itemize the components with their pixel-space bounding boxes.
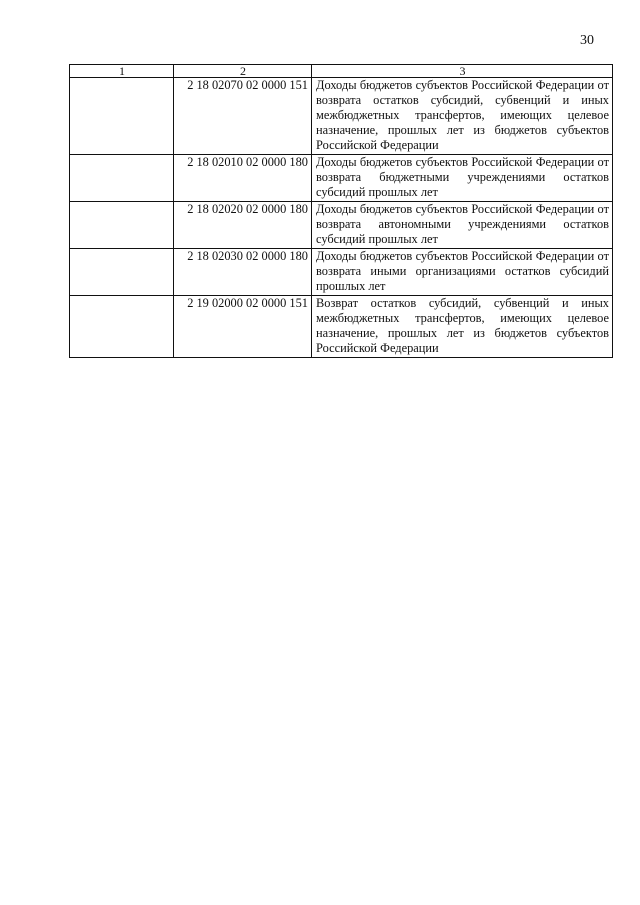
page-number: 30 — [580, 33, 594, 48]
table-header-row — [70, 65, 613, 78]
table-row — [70, 155, 613, 202]
description-cell: Доходы бюджетов субъектов Российской Федерации от возврата иными организациями остатков субсидий прошлых лет — [312, 249, 613, 296]
table-row — [70, 249, 613, 296]
budget-code-cell: 2 19 02000 02 0000 151 — [174, 296, 312, 358]
row-index-cell — [70, 296, 174, 358]
description-cell: Возврат остатков субсидий, субвенций и иных межбюджетных трансфертов, имеющих целевое назначение, прошлых лет из бюджетов субъектов Российской Федерации — [312, 296, 613, 358]
table-row — [70, 78, 613, 155]
budget-code-table — [69, 64, 613, 358]
column-header-1: 1 — [70, 65, 174, 78]
budget-code-cell: 2 18 02070 02 0000 151 — [174, 78, 312, 155]
budget-code-cell: 2 18 02010 02 0000 180 — [174, 155, 312, 202]
budget-code-cell: 2 18 02030 02 0000 180 — [174, 249, 312, 296]
row-index-cell — [70, 78, 174, 155]
column-header-3: 3 — [312, 65, 613, 78]
description-cell: Доходы бюджетов субъектов Российской Федерации от возврата остатков субсидий, субвенций и иных межбюджетных трансфертов, имеющих целевое назначение, прошлых лет из бюджетов субъектов Российской Федерации — [312, 78, 613, 155]
description-cell: Доходы бюджетов субъектов Российской Федерации от возврата автономными учреждениями остатков субсидий прошлых лет — [312, 202, 613, 249]
table-row — [70, 296, 613, 358]
row-index-cell — [70, 155, 174, 202]
description-cell: Доходы бюджетов субъектов Российской Федерации от возврата бюджетными учреждениями остатков субсидий прошлых лет — [312, 155, 613, 202]
budget-code-cell: 2 18 02020 02 0000 180 — [174, 202, 312, 249]
row-index-cell — [70, 202, 174, 249]
table-row — [70, 202, 613, 249]
column-header-2: 2 — [174, 65, 312, 78]
row-index-cell — [70, 249, 174, 296]
